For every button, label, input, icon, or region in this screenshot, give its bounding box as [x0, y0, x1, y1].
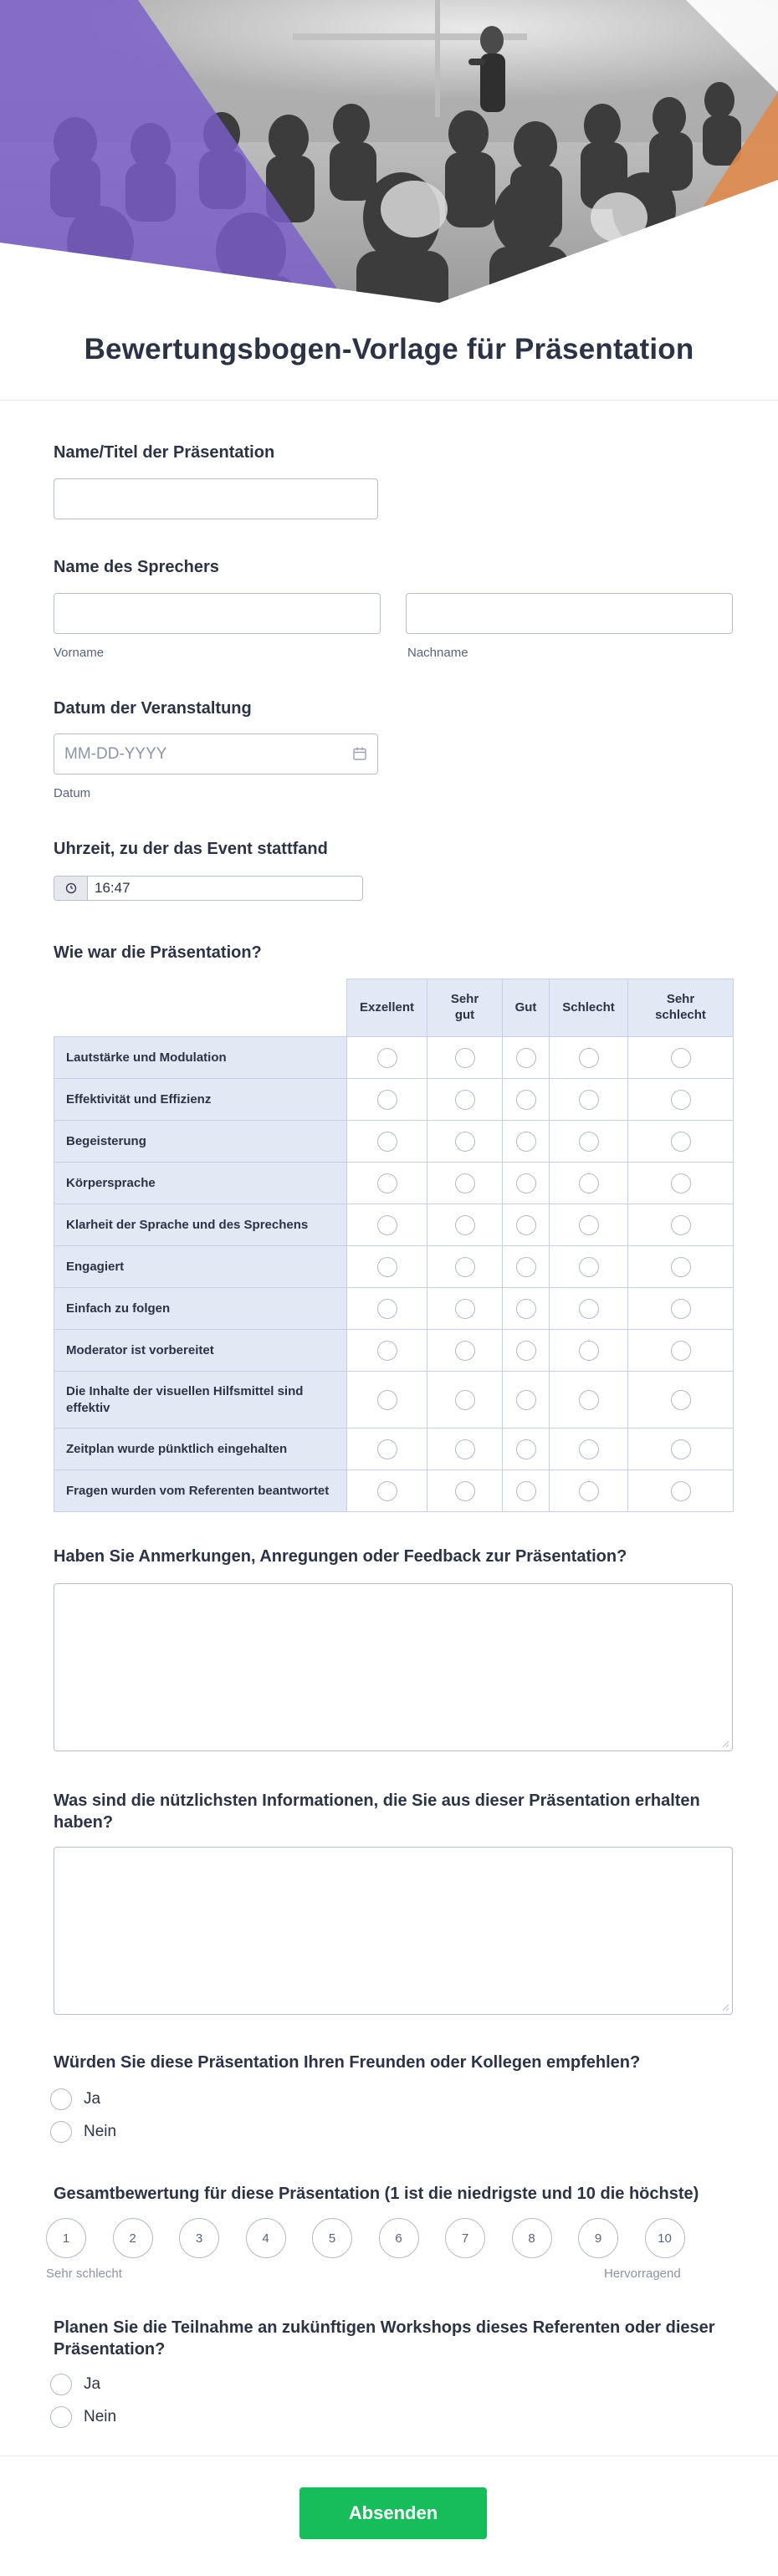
feedback-textarea[interactable] [54, 1583, 733, 1751]
matrix-radio[interactable] [671, 1257, 691, 1277]
matrix-radio[interactable] [579, 1173, 599, 1193]
rating-max-label: Hervorragend [604, 2267, 681, 2281]
submit-button[interactable]: Absenden [299, 2487, 487, 2539]
matrix-radio[interactable] [516, 1299, 536, 1319]
matrix-radio[interactable] [579, 1390, 599, 1410]
first-name-sublabel: Vorname [54, 646, 105, 660]
rating-option[interactable]: 7 [445, 2218, 485, 2258]
matrix-radio[interactable] [579, 1257, 599, 1277]
rating-option[interactable]: 8 [512, 2218, 552, 2258]
option-label: Nein [84, 2408, 117, 2425]
matrix-radio[interactable] [579, 1439, 599, 1459]
calendar-icon[interactable] [352, 746, 367, 761]
matrix-row-label: Einfach zu folgen [54, 1288, 347, 1330]
future-workshops-label: Planen Sie die Teilnahme an zukünftigen Workshops dieses Referenten oder dieser Präsentation? [54, 2318, 715, 2359]
matrix-row-label: Fragen wurden vom Referenten beantwortet [54, 1470, 347, 1512]
divider [0, 400, 778, 401]
matrix-radio[interactable] [671, 1215, 691, 1235]
radio-button[interactable] [50, 2374, 72, 2395]
matrix-radio[interactable] [377, 1090, 397, 1110]
matrix-row-label: Körpersprache [54, 1163, 347, 1204]
matrix-radio[interactable] [377, 1481, 397, 1501]
event-date-input[interactable] [54, 733, 378, 774]
radio-button[interactable] [50, 2406, 72, 2428]
overall-rating-label: Gesamtbewertung für diese Präsentation (1 ist die niedrigste und 10 die höchste) [54, 2185, 699, 2203]
matrix-radio[interactable] [377, 1173, 397, 1193]
event-date-label: Datum der Veranstaltung [54, 699, 252, 718]
matrix-column-header: Exzellent [347, 979, 427, 1037]
matrix-row-label: Klarheit der Sprache und des Sprechens [54, 1204, 347, 1246]
useful-info-label: Was sind die nützlichsten Informationen, die Sie aus dieser Präsentation erhalten haben? [54, 1791, 700, 1832]
matrix-row-label: Engagiert [54, 1246, 347, 1288]
matrix-radio[interactable] [377, 1215, 397, 1235]
rating-min-label: Sehr schlecht [46, 2267, 122, 2281]
rating-option[interactable]: 2 [113, 2218, 153, 2258]
rating-matrix [54, 979, 734, 1512]
matrix-radio[interactable] [579, 1299, 599, 1319]
rating-option[interactable]: 5 [312, 2218, 352, 2258]
matrix-radio[interactable] [671, 1481, 691, 1501]
date-placeholder: MM-DD-YYYY [64, 744, 167, 763]
matrix-radio[interactable] [516, 1257, 536, 1277]
matrix-radio[interactable] [579, 1090, 599, 1110]
rating-option[interactable]: 1 [46, 2218, 86, 2258]
matrix-radio[interactable] [455, 1257, 475, 1277]
matrix-radio[interactable] [377, 1439, 397, 1459]
matrix-radio[interactable] [377, 1390, 397, 1410]
matrix-question-label: Wie war die Präsentation? [54, 943, 262, 962]
radio-button[interactable] [50, 2088, 72, 2110]
matrix-radio[interactable] [579, 1481, 599, 1501]
option-label: Ja [84, 2375, 101, 2393]
matrix-radio[interactable] [377, 1299, 397, 1319]
matrix-radio[interactable] [671, 1439, 691, 1459]
matrix-row-label: Lautstärke und Modulation [54, 1037, 347, 1079]
matrix-radio[interactable] [516, 1481, 536, 1501]
speaker-last-name-input[interactable] [406, 593, 733, 634]
rating-option[interactable]: 10 [645, 2218, 685, 2258]
matrix-radio[interactable] [455, 1299, 475, 1319]
matrix-radio[interactable] [516, 1341, 536, 1361]
matrix-radio[interactable] [579, 1132, 599, 1152]
matrix-radio[interactable] [516, 1439, 536, 1459]
matrix-radio[interactable] [671, 1132, 691, 1152]
hero-image [0, 0, 778, 309]
event-time-label: Uhrzeit, zu der das Event stattfand [54, 840, 328, 858]
matrix-row-label: Die Inhalte der visuellen Hilfsmittel sind effektiv [54, 1372, 347, 1429]
resize-handle-icon[interactable] [721, 1740, 729, 1748]
matrix-radio[interactable] [455, 1132, 475, 1152]
matrix-radio[interactable] [377, 1132, 397, 1152]
matrix-radio[interactable] [671, 1048, 691, 1068]
matrix-radio[interactable] [579, 1341, 599, 1361]
matrix-radio[interactable] [671, 1090, 691, 1110]
clock-icon [54, 877, 88, 900]
presentation-name-input[interactable] [54, 478, 378, 519]
matrix-radio[interactable] [455, 1215, 475, 1235]
rating-option[interactable]: 6 [379, 2218, 419, 2258]
recommend-option-no[interactable] [50, 2121, 116, 2143]
useful-info-textarea[interactable] [54, 1847, 733, 2015]
last-name-sublabel: Nachname [407, 646, 468, 660]
matrix-radio[interactable] [579, 1048, 599, 1068]
matrix-radio[interactable] [455, 1390, 475, 1410]
time-value: 16:47 [95, 880, 131, 896]
option-label: Ja [84, 2090, 101, 2108]
matrix-row-label: Begeisterung [54, 1121, 347, 1163]
matrix-row-label: Zeitplan wurde pünktlich eingehalten [54, 1429, 347, 1470]
matrix-radio[interactable] [671, 1299, 691, 1319]
radio-button[interactable] [50, 2121, 72, 2143]
rating-option[interactable]: 4 [246, 2218, 286, 2258]
matrix-radio[interactable] [455, 1439, 475, 1459]
recommend-label: Würden Sie diese Präsentation Ihren Freunden oder Kollegen empfehlen? [54, 2053, 641, 2072]
matrix-radio[interactable] [516, 1048, 536, 1068]
future-option-yes[interactable] [50, 2374, 100, 2395]
matrix-radio[interactable] [377, 1048, 397, 1068]
matrix-radio[interactable] [455, 1481, 475, 1501]
matrix-radio[interactable] [455, 1048, 475, 1068]
photo [0, 0, 778, 309]
matrix-row-label: Effektivität und Effizienz [54, 1079, 347, 1121]
matrix-radio[interactable] [455, 1090, 475, 1110]
event-time-input[interactable] [54, 876, 363, 901]
rating-scale [46, 2218, 685, 2258]
rating-option[interactable]: 3 [179, 2218, 219, 2258]
matrix-radio[interactable] [516, 1390, 536, 1410]
date-sublabel: Datum [54, 786, 91, 800]
matrix-row-label: Moderator ist vorbereitet [54, 1330, 347, 1372]
matrix-column-header: Sehr gut [427, 979, 503, 1037]
matrix-column-header: Gut [503, 979, 550, 1037]
option-label: Nein [84, 2123, 117, 2140]
matrix-radio[interactable] [455, 1173, 475, 1193]
speaker-name-label: Name des Sprechers [54, 558, 219, 576]
matrix-radio[interactable] [516, 1090, 536, 1110]
matrix-radio[interactable] [516, 1132, 536, 1152]
feedback-label: Haben Sie Anmerkungen, Anregungen oder Feedback zur Präsentation? [54, 1547, 627, 1566]
matrix-radio[interactable] [516, 1215, 536, 1235]
resize-handle-icon[interactable] [721, 2003, 729, 2011]
matrix-column-header: Schlecht [550, 979, 628, 1037]
matrix-corner [54, 979, 347, 1037]
speaker-first-name-input[interactable] [54, 593, 381, 634]
matrix-radio[interactable] [516, 1173, 536, 1193]
matrix-radio[interactable] [455, 1341, 475, 1361]
matrix-radio[interactable] [671, 1173, 691, 1193]
recommend-option-yes[interactable] [50, 2088, 100, 2110]
matrix-radio[interactable] [671, 1390, 691, 1410]
matrix-radio[interactable] [377, 1257, 397, 1277]
matrix-radio[interactable] [671, 1341, 691, 1361]
matrix-radio[interactable] [579, 1215, 599, 1235]
rating-option[interactable]: 9 [578, 2218, 618, 2258]
form-title: Bewertungsbogen-Vorlage für Präsentation [84, 333, 694, 365]
future-option-no[interactable] [50, 2406, 116, 2428]
presentation-name-label: Name/Titel der Präsentation [54, 443, 275, 462]
matrix-radio[interactable] [377, 1341, 397, 1361]
matrix-column-header: Sehr schlecht [628, 979, 734, 1037]
